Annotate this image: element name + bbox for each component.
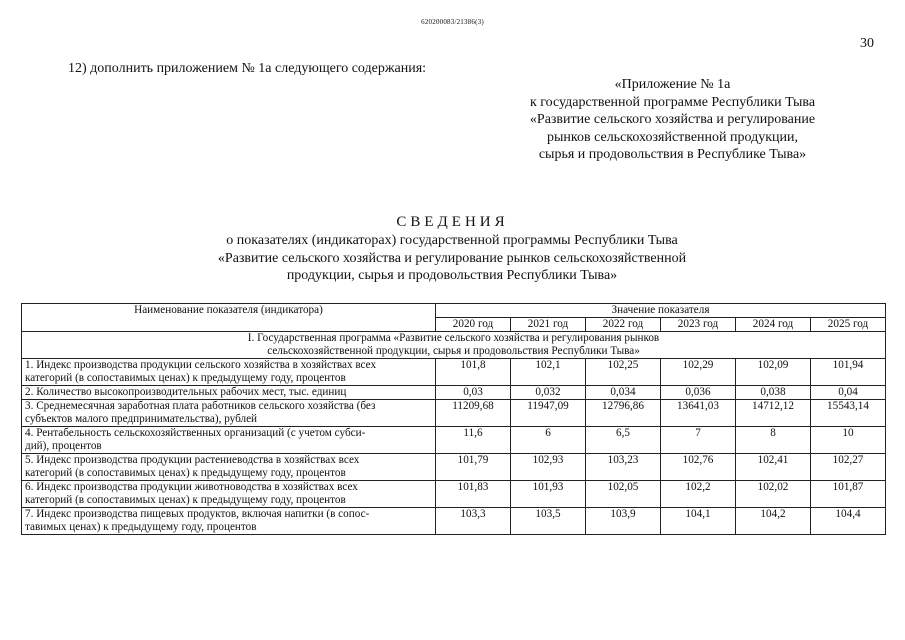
page-number: 30 [860, 36, 874, 51]
indicator-value: 0,03 [436, 386, 511, 400]
indicator-name-line: 2. Количество высокопроизводительных рабочих мест, тыс. единиц [25, 386, 347, 398]
appendix-line: рынков сельскохозяйственной продукции, [547, 129, 798, 145]
indicator-name-line: 3. Среднемесячная заработная плата работников сельского хозяйства (без [25, 400, 376, 412]
year-header: 2025 год [811, 318, 886, 332]
indicator-value: 13641,03 [661, 400, 736, 427]
indicator-value: 10 [811, 427, 886, 454]
indicator-value: 8 [736, 427, 811, 454]
indicator-name [22, 386, 436, 400]
indicator-value: 103,9 [586, 508, 661, 535]
table-row [22, 427, 886, 454]
appendix-heading [480, 76, 865, 164]
table-body [22, 359, 886, 535]
indicator-value: 15543,14 [811, 400, 886, 427]
indicator-value: 101,83 [436, 481, 511, 508]
indicator-name-line: 4. Рентабельность сельскохозяйственных организаций (с учетом субси- [25, 427, 366, 439]
indicator-value: 104,2 [736, 508, 811, 535]
indicator-value: 12796,86 [586, 400, 661, 427]
indicator-value: 11209,68 [436, 400, 511, 427]
document-subtitle [168, 232, 736, 285]
indicator-name-line: субъектов малого предпринимательства), рублей [25, 413, 258, 425]
indicator-value: 101,87 [811, 481, 886, 508]
indicator-value: 102,25 [586, 359, 661, 386]
year-header: 2022 год [586, 318, 661, 332]
document-id: 620200083/21386(3) [421, 18, 484, 26]
indicator-value: 102,41 [736, 454, 811, 481]
appendix-line: сырья и продовольствия в Республике Тыва» [538, 147, 807, 162]
section-line: сельскохозяйственной продукции, сырья и продовольствия Республики Тыва» [267, 345, 640, 357]
indicator-value: 102,93 [511, 454, 586, 481]
indicator-value: 0,032 [511, 386, 586, 400]
year-header: 2020 год [436, 318, 511, 332]
indicator-value: 101,94 [811, 359, 886, 386]
indicator-name-line: категорий (в сопоставимых ценах) к предыдущему году, процентов [25, 467, 346, 479]
indicator-value: 101,79 [436, 454, 511, 481]
indicator-value: 103,3 [436, 508, 511, 535]
indicator-name [22, 454, 436, 481]
indicator-value: 102,09 [736, 359, 811, 386]
indicator-value: 103,5 [511, 508, 586, 535]
indicator-value: 14712,12 [736, 400, 811, 427]
year-header: 2024 год [736, 318, 811, 332]
indicator-name [22, 359, 436, 386]
indicator-value: 6,5 [586, 427, 661, 454]
indicator-name-line: тавимых ценах) к предыдущему году, процентов [25, 521, 257, 533]
indicator-value: 101,8 [436, 359, 511, 386]
indicator-value: 102,29 [661, 359, 736, 386]
indicator-value: 103,23 [586, 454, 661, 481]
table-row [22, 454, 886, 481]
table-row [22, 386, 886, 400]
appendix-line: «Приложение № 1а [614, 77, 731, 92]
indicator-name-line: 1. Индекс производства продукции сельского хозяйства в хозяйствах всех [25, 359, 377, 371]
subtitle-line: продукции, сырья и продовольствия Республики Тыва» [286, 268, 618, 283]
value-column-header: Значение показателя [436, 304, 886, 318]
indicator-value: 102,05 [586, 481, 661, 508]
appendix-line: к государственной программе Республики Тыва [529, 94, 816, 110]
indicators-table [21, 303, 886, 535]
indicator-value: 0,036 [661, 386, 736, 400]
document-title: СВЕДЕНИЯ [396, 214, 509, 230]
indicator-value: 102,02 [736, 481, 811, 508]
table-row [22, 400, 886, 427]
section-row [22, 332, 886, 359]
indicator-value: 102,2 [661, 481, 736, 508]
section-title [22, 332, 886, 359]
appendix-line: «Развитие сельского хозяйства и регулирование [529, 112, 816, 127]
name-column-header: Наименование показателя (индикатора) [22, 304, 436, 332]
header-row [22, 304, 886, 318]
indicator-name-line: 7. Индекс производства пищевых продуктов, включая напитки (в сопос- [25, 508, 370, 520]
table-row [22, 481, 886, 508]
subtitle-line: о показателях (индикаторах) государственной программы Республики Тыва [226, 233, 678, 248]
indicator-value: 101,93 [511, 481, 586, 508]
indicator-name [22, 481, 436, 508]
indicator-value: 11947,09 [511, 400, 586, 427]
indicator-value: 0,034 [586, 386, 661, 400]
year-header: 2023 год [661, 318, 736, 332]
year-header: 2021 год [511, 318, 586, 332]
indicator-name-line: категорий (в сопоставимых ценах) к предыдущему году, процентов [25, 494, 346, 506]
indicator-value: 6 [511, 427, 586, 454]
indicator-name [22, 427, 436, 454]
indicator-name-line: 6. Индекс производства продукции животноводства в хозяйствах всех [25, 481, 358, 493]
indicator-value: 102,1 [511, 359, 586, 386]
table-row [22, 359, 886, 386]
indicator-value: 0,04 [811, 386, 886, 400]
indicator-value: 104,4 [811, 508, 886, 535]
indicator-value: 104,1 [661, 508, 736, 535]
subtitle-line: «Развитие сельского хозяйства и регулирование рынков сельскохозяйственной [217, 250, 687, 266]
indicator-value: 0,038 [736, 386, 811, 400]
indicator-value: 102,76 [661, 454, 736, 481]
indicator-value: 102,27 [811, 454, 886, 481]
indicator-name [22, 508, 436, 535]
indicator-value: 7 [661, 427, 736, 454]
indicator-value: 11,6 [436, 427, 511, 454]
table-row [22, 508, 886, 535]
indicator-name [22, 400, 436, 427]
intro-line: 12) дополнить приложением № 1а следующего содержания: [68, 61, 427, 76]
indicator-name-line: категорий (в сопоставимых ценах) к предыдущему году, процентов [25, 372, 346, 384]
indicator-name-line: дий), процентов [25, 440, 102, 452]
section-line: I. Государственная программа «Развитие сельского хозяйства и регулирования рынков [247, 332, 660, 344]
indicator-name-line: 5. Индекс производства продукции растениеводства в хозяйствах всех [25, 454, 360, 466]
